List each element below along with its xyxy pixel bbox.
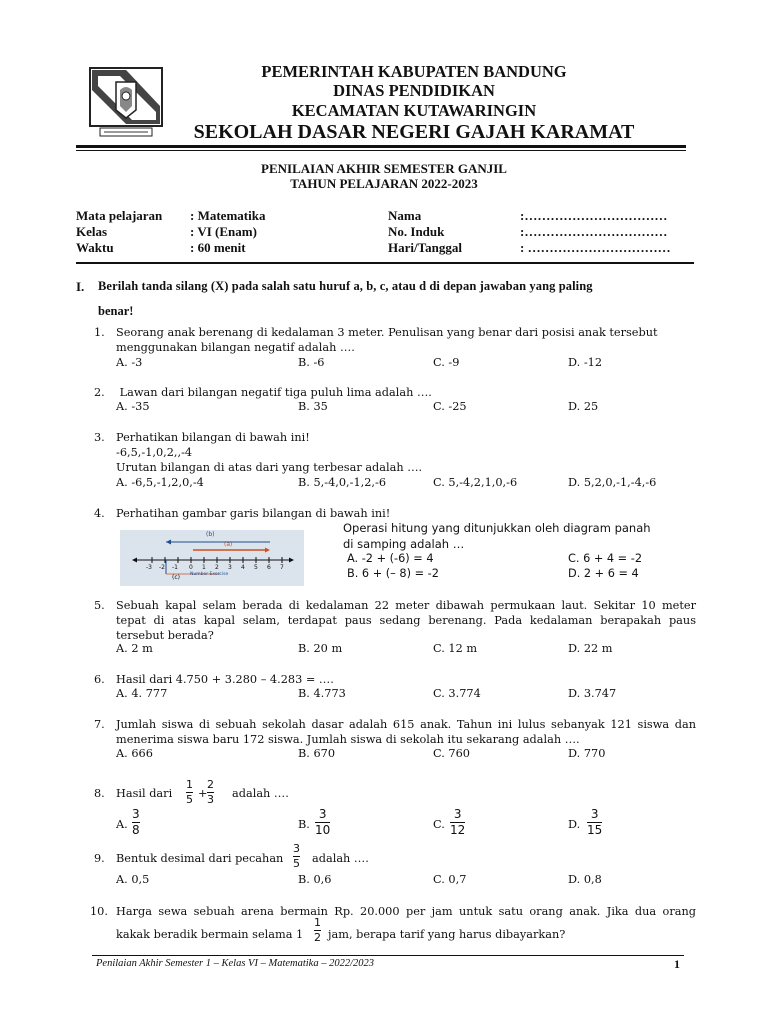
q3-option-c[interactable]: C. 5,-4,2,1,0,-6 — [433, 476, 518, 489]
numerator: 3 — [132, 807, 140, 821]
q9-number: 9. — [94, 852, 105, 865]
diagram-label-b: (b) — [206, 531, 215, 538]
header-divider-thin — [76, 150, 686, 151]
numerator: 2 — [207, 778, 214, 791]
student-id-label: No. Induk — [388, 224, 445, 239]
q3-option-b[interactable]: B. 5,-4,0,-1,2,-6 — [298, 476, 387, 489]
q1-text: Seorang anak berenang di kedalaman 3 meter. Penulisan yang benar dari posisi anak tersebut — [116, 326, 658, 339]
department-title: DINAS PENDIDIKAN — [333, 81, 495, 100]
q9-text-end: adalah …. — [312, 852, 369, 865]
q2-number: 2. — [94, 386, 105, 399]
q5-option-d[interactable]: D. 22 m — [568, 642, 613, 655]
exam-title: PENILAIAN AKHIR SEMESTER GANJIL — [261, 161, 507, 176]
q8-option-b[interactable]: B. — [298, 818, 310, 831]
tick-label: 0 — [189, 564, 193, 571]
q8-option-c-fraction[interactable] — [450, 808, 465, 837]
q10-text: Harga sewa sebuah arena bermain Rp. 20.000 per jam untuk satu orang anak. Jika dua orang — [116, 905, 696, 918]
q2-option-c[interactable]: C. -25 — [433, 400, 467, 413]
q8-option-a[interactable]: A. — [116, 818, 128, 831]
tick-label: 5 — [254, 564, 258, 571]
q1-option-b[interactable]: B. -6 — [298, 356, 325, 369]
tick-label: 2 — [215, 564, 219, 571]
q4-prompt-cont: di samping adalah … — [343, 537, 465, 551]
denominator: 3 — [207, 793, 214, 806]
q5-text-end: tersebut berada? — [116, 629, 214, 642]
class-value: : VI (Enam) — [190, 224, 257, 239]
tick-label: -3 — [146, 564, 152, 571]
q9-option-a[interactable]: A. 0,5 — [116, 873, 150, 886]
tick-label: 3 — [228, 564, 232, 571]
q4-option-a[interactable]: A. -2 + (-6) = 4 — [347, 552, 434, 565]
q8-option-c[interactable]: C. — [433, 818, 445, 831]
q8-option-a-fraction[interactable] — [132, 808, 140, 837]
q7-text-cont: menerima siswa baru 172 siswa. Jumlah siswa di sekolah itu sekarang adalah …. — [116, 733, 580, 746]
q8-fraction-1 — [186, 779, 193, 806]
diagram-label-c: (c) — [172, 574, 180, 581]
q1-number: 1. — [94, 326, 105, 339]
subject-value: : Matematika — [190, 208, 266, 223]
page-number: 1 — [674, 957, 680, 971]
denominator: 10 — [315, 823, 331, 837]
denominator: 5 — [293, 857, 300, 870]
q3-text-cont: Urutan bilangan di atas dari yang terbesar adalah …. — [116, 461, 423, 474]
numerator: 1 — [186, 778, 193, 791]
denominator: 12 — [450, 823, 466, 837]
name-field[interactable]: :…………………………… — [520, 208, 668, 223]
denominator: 5 — [186, 793, 193, 806]
q7-text: Jumlah siswa di sebuah sekolah dasar adalah 615 anak. Tahun ini lulus sebanyak 121 siswa dan — [116, 718, 696, 731]
q9-text: Bentuk desimal dari pecahan — [116, 852, 284, 865]
q7-option-b[interactable]: B. 670 — [298, 747, 336, 760]
date-label: Hari/Tanggal — [388, 240, 462, 255]
q3-option-a[interactable]: A. -6,5,-1,2,0,-4 — [116, 476, 204, 489]
q8-plus: + — [198, 787, 208, 800]
q7-option-c[interactable]: C. 760 — [433, 747, 470, 760]
exam-year: TAHUN PELAJARAN 2022-2023 — [290, 176, 478, 191]
q8-text-end: adalah …. — [232, 787, 289, 800]
tick-label: 4 — [241, 564, 245, 571]
section-number: I. — [76, 279, 85, 294]
section-instruction: Berilah tanda silang (X) pada salah satu huruf a, b, c, atau d di depan jawaban yang paling — [98, 279, 593, 293]
footer-divider — [92, 955, 684, 956]
q10-number: 10. — [90, 905, 108, 918]
tick-label: -2 — [159, 564, 165, 571]
q5-text: Sebuah kapal selam berada di kedalaman 22 meter dibawah permukaan laut. Sekitar 10 meter — [116, 599, 696, 612]
q1-option-a[interactable]: A. -3 — [116, 356, 143, 369]
school-title: SEKOLAH DASAR NEGERI GAJAH KARAMAT — [193, 121, 635, 143]
q6-number: 6. — [94, 673, 105, 686]
q6-option-b[interactable]: B. 4.773 — [298, 687, 346, 700]
date-field[interactable]: : …………………………… — [520, 240, 671, 255]
q4-prompt: Operasi hitung yang ditunjukkan oleh diagram panah — [343, 521, 651, 535]
q10-text-cont: kakak beradik bermain selama 1 — [116, 928, 304, 941]
q6-text: Hasil dari 4.750 + 3.280 – 4.283 = …. — [116, 673, 334, 686]
numerator: 3 — [293, 842, 300, 855]
q8-option-d-fraction[interactable] — [587, 808, 602, 837]
tick-label: 7 — [280, 564, 284, 571]
q9-option-c[interactable]: C. 0,7 — [433, 873, 467, 886]
tick-label: 6 — [267, 564, 271, 571]
q4-text: Perhatihan gambar garis bilangan di bawah ini! — [116, 507, 391, 520]
q5-option-c[interactable]: C. 12 m — [433, 642, 478, 655]
q9-fraction — [293, 843, 300, 870]
q4-number: 4. — [94, 507, 105, 520]
numerator: 1 — [314, 916, 321, 929]
gov-title: PEMERINTAH KABUPATEN BANDUNG — [261, 62, 567, 81]
section-instruction-cont: benar! — [98, 304, 134, 318]
diagram-label-a: (a) — [224, 541, 233, 548]
q2-option-a[interactable]: A. -35 — [116, 400, 150, 413]
district-title: KECAMATAN KUTAWARINGIN — [291, 101, 537, 120]
tick-label: -1 — [172, 564, 178, 571]
q4-option-d[interactable]: D. 2 + 6 = 4 — [568, 567, 639, 580]
q3-sequence: -6,5,-1,0,2,,-4 — [116, 446, 193, 459]
q8-fraction-2 — [207, 779, 214, 806]
q10-fraction — [314, 917, 321, 944]
name-label: Nama — [388, 208, 422, 223]
q7-number: 7. — [94, 718, 105, 731]
q9-option-d[interactable]: D. 0,8 — [568, 873, 602, 886]
q3-text: Perhatikan bilangan di bawah ini! — [116, 431, 310, 444]
q3-option-d[interactable]: D. 5,2,0,-1,-4,-6 — [568, 476, 657, 489]
q3-number: 3. — [94, 431, 105, 444]
time-label: Waktu — [76, 240, 114, 255]
denominator: 8 — [132, 823, 140, 837]
q2-option-d[interactable]: D. 25 — [568, 400, 599, 413]
q5-text-cont: tepat di atas kapal selam, terdapat paus sedang berenang. Pada kedalaman berapakah paus — [116, 614, 696, 627]
header-divider — [76, 145, 686, 148]
denominator: 2 — [314, 931, 321, 944]
q6-option-d[interactable]: D. 3.747 — [568, 687, 617, 700]
denominator: 15 — [587, 823, 603, 837]
q6-option-c[interactable]: C. 3.774 — [433, 687, 481, 700]
q4-option-c[interactable]: C. 6 + 4 = -2 — [568, 552, 643, 565]
footer-text: Penilaian Akhir Semester 1 – Kelas VI – Matematika – 2022/2023 — [96, 958, 375, 969]
q5-option-a[interactable]: A. 2 m — [116, 642, 153, 655]
q5-number: 5. — [94, 599, 105, 612]
q8-number: 8. — [94, 787, 105, 800]
q8-text: Hasil dari — [116, 787, 173, 800]
numerator: 3 — [318, 807, 327, 821]
q1-text-cont: menggunakan bilangan negatif adalah …. — [116, 341, 355, 354]
number-line-diagram — [120, 530, 304, 586]
q10-text-end: jam, berapa tarif yang harus dibayarkan? — [328, 928, 566, 941]
tick-label: 1 — [202, 564, 206, 571]
q7-option-a[interactable]: A. 666 — [116, 747, 153, 760]
subject-label: Mata pelajaran — [76, 208, 163, 223]
q1-option-c[interactable]: C. -9 — [433, 356, 460, 369]
q2-text: Lawan dari bilangan negatif tiga puluh lima adalah …. — [116, 386, 432, 399]
info-divider — [76, 262, 694, 264]
q7-option-d[interactable]: D. 770 — [568, 747, 606, 760]
numerator: 3 — [453, 807, 462, 821]
diagram-caption: Number Exercise — [190, 572, 229, 577]
class-label: Kelas — [76, 224, 108, 239]
q2-option-b[interactable]: B. 35 — [298, 400, 328, 413]
q9-option-b[interactable]: B. 0,6 — [298, 873, 332, 886]
q4-option-b[interactable]: B. 6 + (– 8) = -2 — [347, 567, 439, 580]
q8-option-b-fraction[interactable] — [315, 808, 330, 837]
student-id-field[interactable]: :…………………………… — [520, 224, 668, 239]
q8-option-d[interactable]: D. — [568, 818, 581, 831]
numerator: 3 — [590, 807, 599, 821]
time-value: : 60 menit — [190, 240, 246, 255]
q5-option-b[interactable]: B. 20 m — [298, 642, 343, 655]
q1-option-d[interactable]: D. -12 — [568, 356, 603, 369]
q6-option-a[interactable]: A. 4. 777 — [116, 687, 168, 700]
